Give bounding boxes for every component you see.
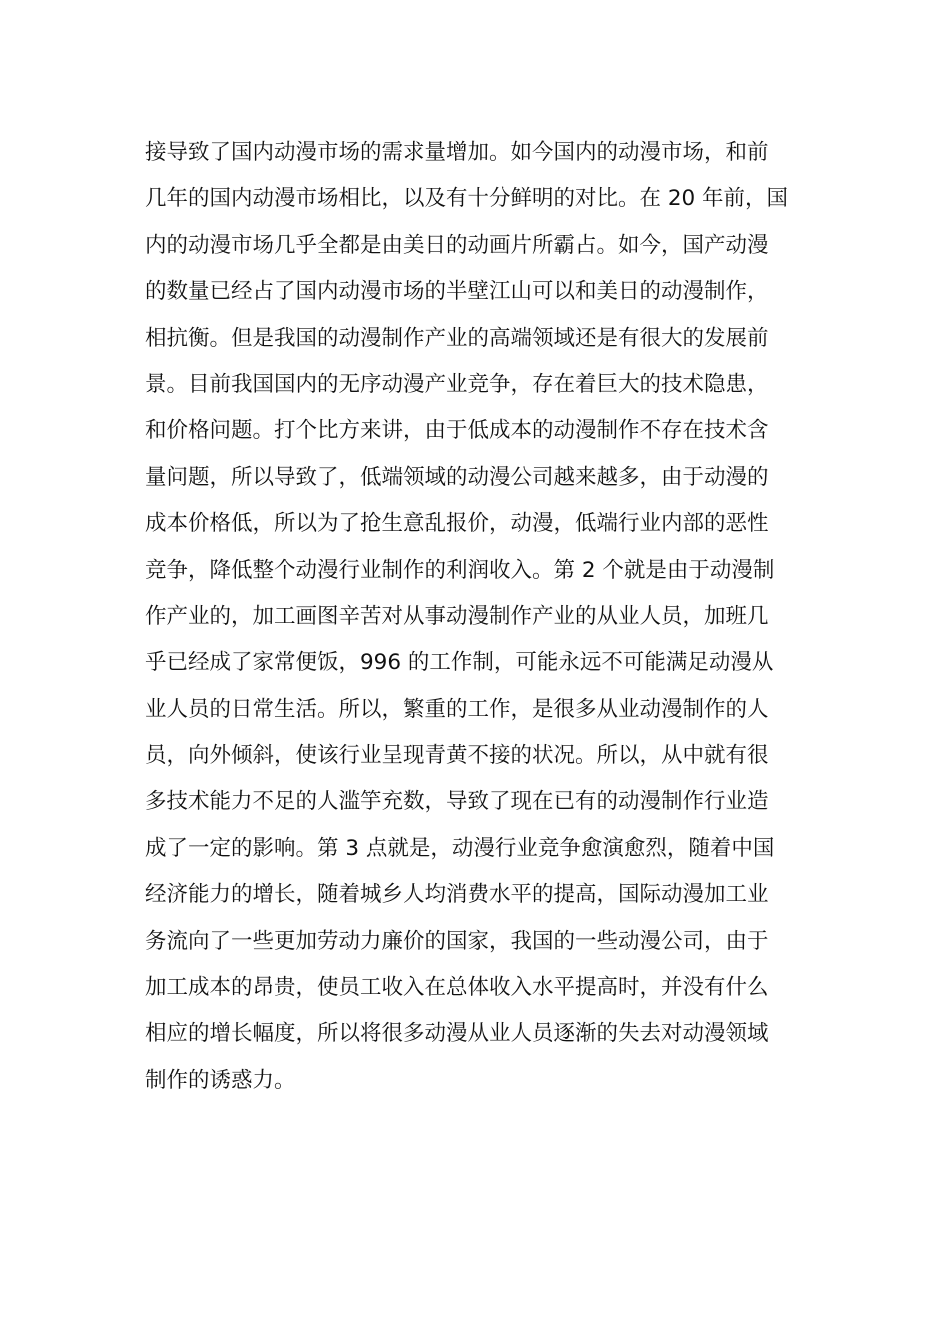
- paragraph-line: 接导致了国内动漫市场的需求量增加。如今国内的动漫市场，和前: [145, 140, 769, 165]
- paragraph-line: 几年的国内动漫市场相比，以及有十分鲜明的对比。在 20 年前，国: [145, 186, 789, 212]
- paragraph-line: 乎已经成了家常便饭，996 的工作制，可能永远不可能满足动漫从: [145, 650, 774, 676]
- paragraph-line: 经济能力的增长，随着城乡人均消费水平的提高，国际动漫加工业: [145, 882, 769, 908]
- paragraph-line: 员，向外倾斜，使该行业呈现青黄不接的状况。所以，从中就有很: [145, 743, 769, 769]
- paragraph-line: 成本价格低，所以为了抢生意乱报价，动漫，低端行业内部的恶性: [145, 511, 769, 537]
- paragraph-line: 业人员的日常生活。所以，繁重的工作，是很多从业动漫制作的人: [145, 696, 769, 722]
- paragraph-line: 相抗衡。但是我国的动漫制作产业的高端领域还是有很大的发展前: [145, 325, 769, 351]
- paragraph-line: 的数量已经占了国内动漫市场的半壁江山可以和美日的动漫制作，: [145, 279, 769, 305]
- paragraph-line: 相应的增长幅度，所以将很多动漫从业人员逐渐的失去对动漫领域: [145, 1021, 769, 1047]
- paragraph-line: 加工成本的昂贵，使员工收入在总体收入水平提高时，并没有什么: [145, 975, 769, 1001]
- paragraph-line: 成了一定的影响。第 3 点就是，动漫行业竞争愈演愈烈，随着中国: [145, 835, 775, 861]
- paragraph-line: 作产业的，加工画图辛苦对从事动漫制作产业的从业人员，加班几: [145, 603, 769, 629]
- paragraph-line: 制作的诱惑力。: [145, 1067, 296, 1093]
- paragraph-line: 内的动漫市场几乎全都是由美日的动画片所霸占。如今，国产动漫: [145, 232, 769, 258]
- paragraph-line: 务流向了一些更加劳动力廉价的国家，我国的一些动漫公司，由于: [145, 928, 769, 954]
- paragraph-line: 景。目前我国国内的无序动漫产业竞争，存在着巨大的技术隐患，: [145, 371, 769, 397]
- paragraph-line: 量问题，所以导致了，低端领域的动漫公司越来越多，由于动漫的: [145, 464, 769, 490]
- body-paragraph: [145, 130, 815, 1104]
- paragraph-line: 竞争，降低整个动漫行业制作的利润收入。第 2 个就是由于动漫制: [145, 557, 775, 583]
- paragraph-line: 和价格问题。打个比方来讲，由于低成本的动漫制作不存在技术含: [145, 418, 769, 444]
- paragraph-line: 多技术能力不足的人滥竽充数，导致了现在已有的动漫制作行业造: [145, 789, 769, 815]
